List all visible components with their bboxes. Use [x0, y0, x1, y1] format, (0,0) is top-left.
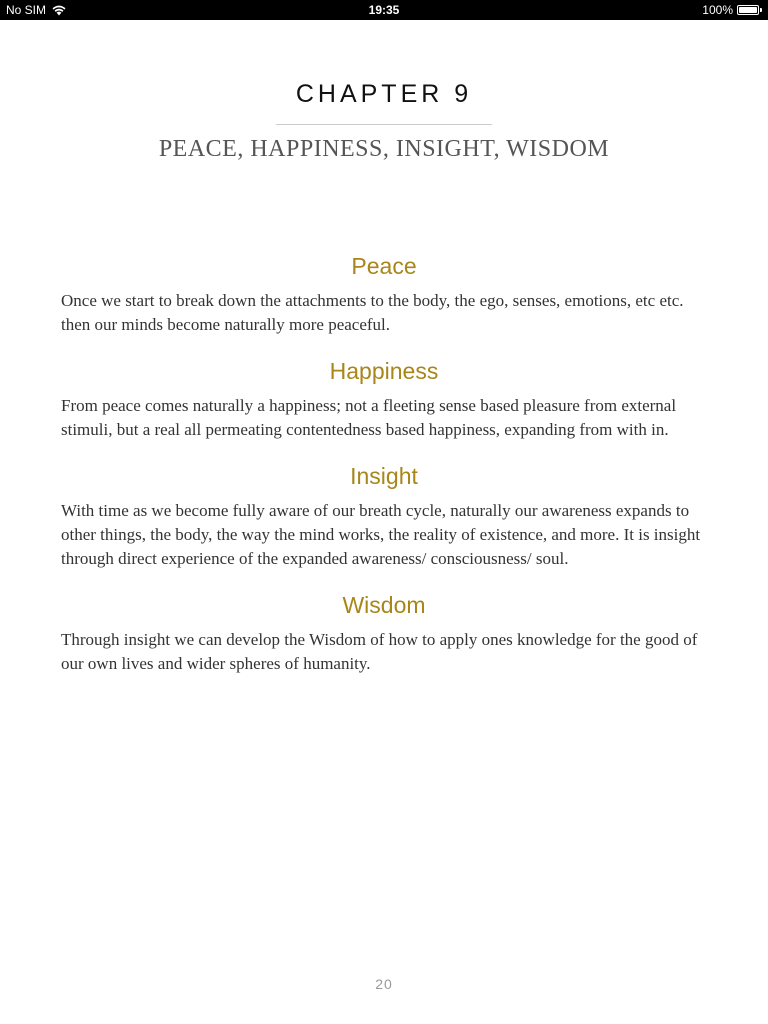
section-wisdom	[61, 589, 707, 676]
section-body: Once we start to break down the attachments to the body, the ego, senses, emotions, etc etc. then our minds become naturally more peaceful.	[61, 291, 684, 334]
chapter-title: PEACE, HAPPINESS, INSIGHT, WISDOM	[158, 136, 610, 162]
section-peace	[61, 250, 707, 337]
battery-fill	[739, 7, 757, 13]
section-heading: Happiness	[329, 358, 439, 384]
page-number: 20	[375, 976, 393, 992]
status-right	[702, 3, 762, 17]
battery-tip	[760, 8, 762, 12]
section-body: With time as we become fully aware of our breath cycle, naturally our awareness expands to other things, the body, the way the mind works, the reality of existence, and more. It is insight through direct experience of the expanded awareness/ consciousness/ soul.	[61, 501, 701, 568]
section-heading: Insight	[350, 463, 418, 489]
section-heading: Wisdom	[342, 592, 426, 618]
status-time: 19:35	[368, 3, 400, 17]
section-heading: Peace	[351, 253, 417, 279]
chapter-label: CHAPTER 9	[295, 80, 473, 108]
chapter-divider	[276, 124, 492, 125]
carrier-label: No SIM	[6, 3, 47, 17]
section-body: From peace comes naturally a happiness; not a fleeting sense based pleasure from external stimuli, but a real all permeating contentedness based happiness, expanding from with in.	[61, 396, 677, 439]
chapter-content	[61, 250, 707, 694]
battery-icon	[737, 5, 759, 15]
battery-percent: 100%	[702, 3, 733, 17]
section-insight	[61, 460, 707, 571]
section-happiness	[61, 355, 707, 442]
section-body: Through insight we can develop the Wisdom of how to apply ones knowledge for the good of our own lives and wider spheres of humanity.	[61, 630, 698, 673]
status-bar	[0, 0, 768, 20]
